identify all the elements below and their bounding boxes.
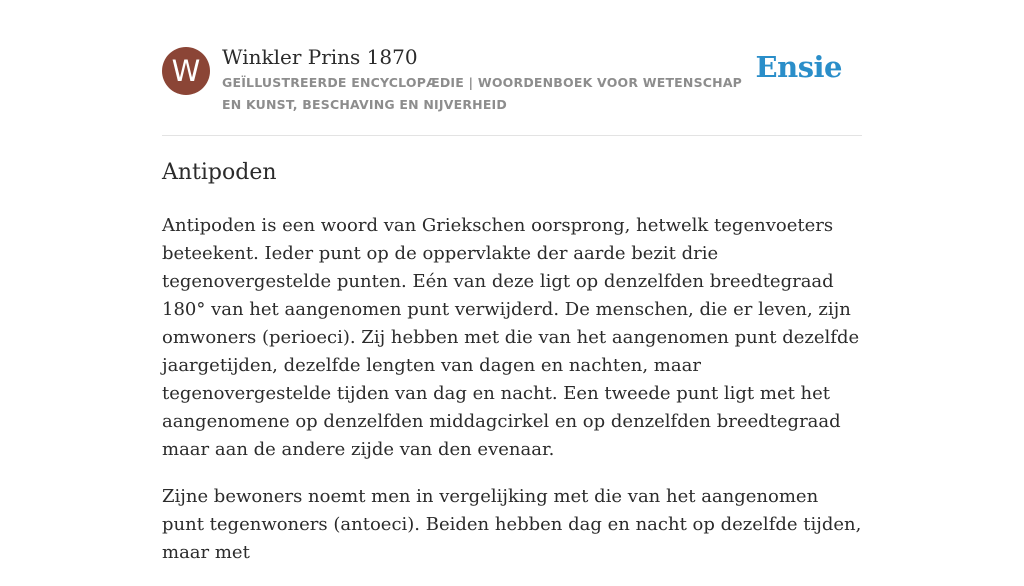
article-paragraph: Zijne bewoners noemt men in vergelijking met die van het aangenomen punt tegenwoners (antoeci). Beiden hebben dag en nacht op dezelfde tijden, maar met bbox=[162, 486, 862, 563]
source-subtitle: GEÏLLUSTREERDE ENCYCLOPÆDIE | WOORDENBOEK VOOR WETENSCHAP EN KUNST, BESCHAVING EN NIJVERHEID bbox=[222, 75, 743, 112]
source-avatar[interactable]: W bbox=[162, 47, 210, 95]
article-title: Antipoden bbox=[162, 160, 277, 185]
article-body bbox=[162, 212, 862, 586]
source-title[interactable]: Winkler Prins 1870 bbox=[222, 45, 418, 69]
ensie-logo[interactable]: Ensie bbox=[755, 50, 842, 84]
article-paragraph: Antipoden is een woord van Griekschen oorsprong, hetwelk tegenvoeters beteekent. Ieder punt op de oppervlakte der aarde bezit drie tegenovergestelde punten. Eén van deze ligt op denzelfden breedtegraad 180° van het aangenomen punt verwijderd. De menschen, die er leven, zijn omwoners (perioeci). Zij hebben met die van het aangenomen punt dezelfde jaargetijden, dezelfde lengten van dagen en nachten, maar tegenovergestelde tijden van dag en nacht. Een tweede punt ligt met het aangenomene op denzelfden middagcirkel en op denzelfden breedtegraad maar aan de andere zijde van den evenaar. bbox=[162, 215, 860, 460]
source-header bbox=[162, 0, 862, 136]
article-page bbox=[162, 0, 862, 563]
